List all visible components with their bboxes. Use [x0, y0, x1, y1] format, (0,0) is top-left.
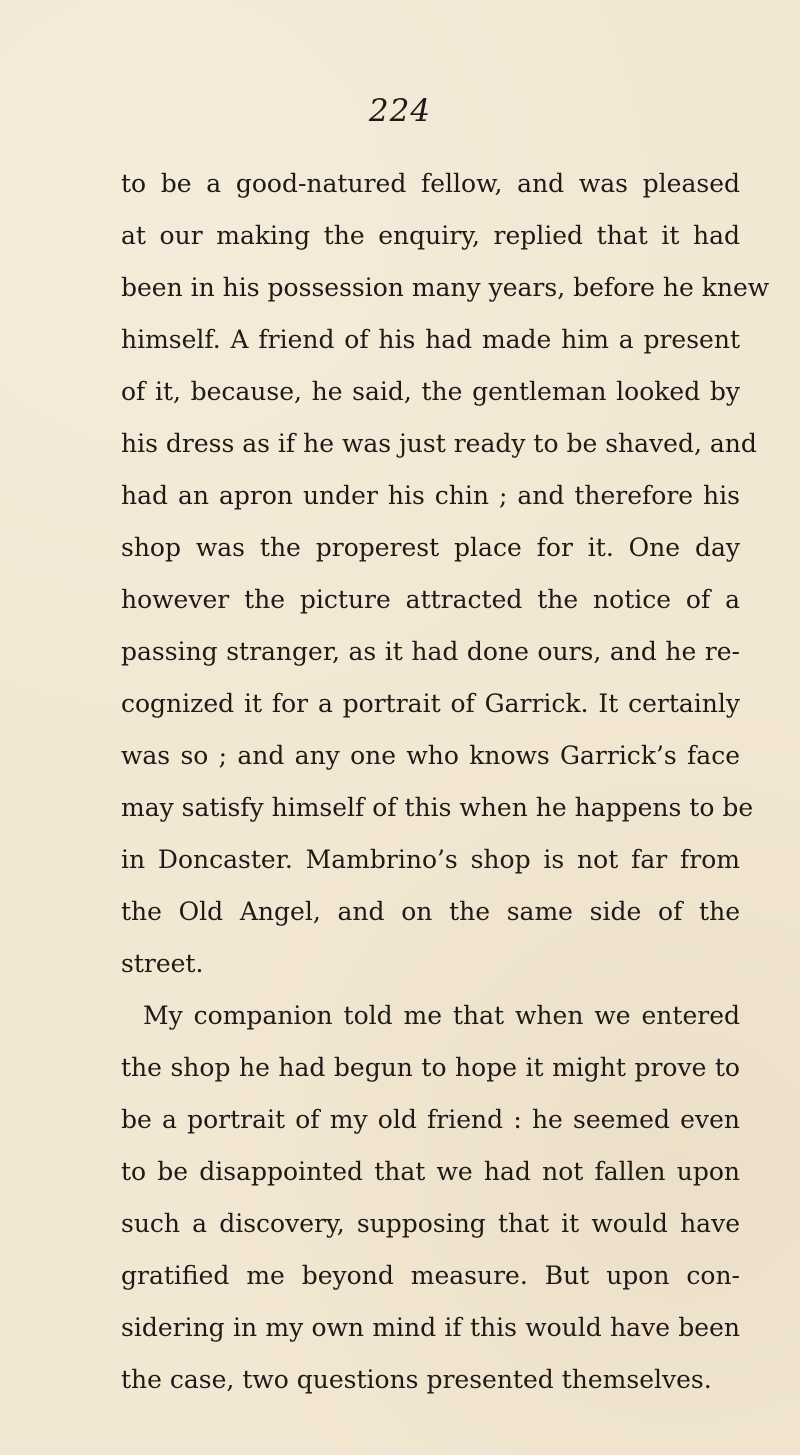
paragraph-2	[121, 990, 740, 1406]
text-line: at our making the enquiry, replied that it had	[121, 221, 740, 250]
text-line: had an apron under his chin ; and therefore his	[121, 481, 740, 510]
text-line: the case, two questions presented themselves.	[121, 1365, 712, 1394]
text-line: sidering in my own mind if this would have been	[121, 1313, 740, 1342]
text-line: gratified me beyond measure. But upon con-	[121, 1261, 740, 1290]
text-line: the Old Angel, and on the same side of the	[121, 897, 740, 926]
text-line: cognized it for a portrait of Garrick. It certainly	[121, 689, 740, 718]
text-line: shop was the properest place for it. One day	[121, 533, 740, 562]
text-line: street.	[121, 949, 204, 978]
page-text	[121, 158, 770, 1406]
text-line: to be disappointed that we had not fallen upon	[121, 1157, 740, 1186]
text-line: in Doncaster. Mambrino’s shop is not far from	[121, 845, 740, 874]
text-line: be a portrait of my old friend : he seemed even	[121, 1105, 740, 1134]
text-line: of it, because, he said, the gentleman looked by	[121, 377, 740, 406]
paragraph-1	[121, 158, 770, 990]
text-line: however the picture attracted the notice of a	[121, 585, 740, 614]
text-line: My companion told me that when we entered	[143, 1001, 740, 1030]
text-line: his dress as if he was just ready to be shaved, and	[121, 429, 757, 458]
text-line: been in his possession many years, before he knew	[121, 273, 770, 302]
text-line: was so ; and any one who knows Garrick’s face	[121, 741, 740, 770]
text-line: may satisfy himself of this when he happens to be	[121, 793, 754, 822]
text-line: passing stranger, as it had done ours, and he re-	[121, 637, 740, 666]
text-line: himself. A friend of his had made him a present	[121, 325, 740, 354]
text-line: such a discovery, supposing that it would have	[121, 1209, 740, 1238]
text-line: to be a good-natured fellow, and was pleased	[121, 169, 740, 198]
text-line: the shop he had begun to hope it might prove to	[121, 1053, 740, 1082]
page-number: 224	[368, 93, 432, 129]
